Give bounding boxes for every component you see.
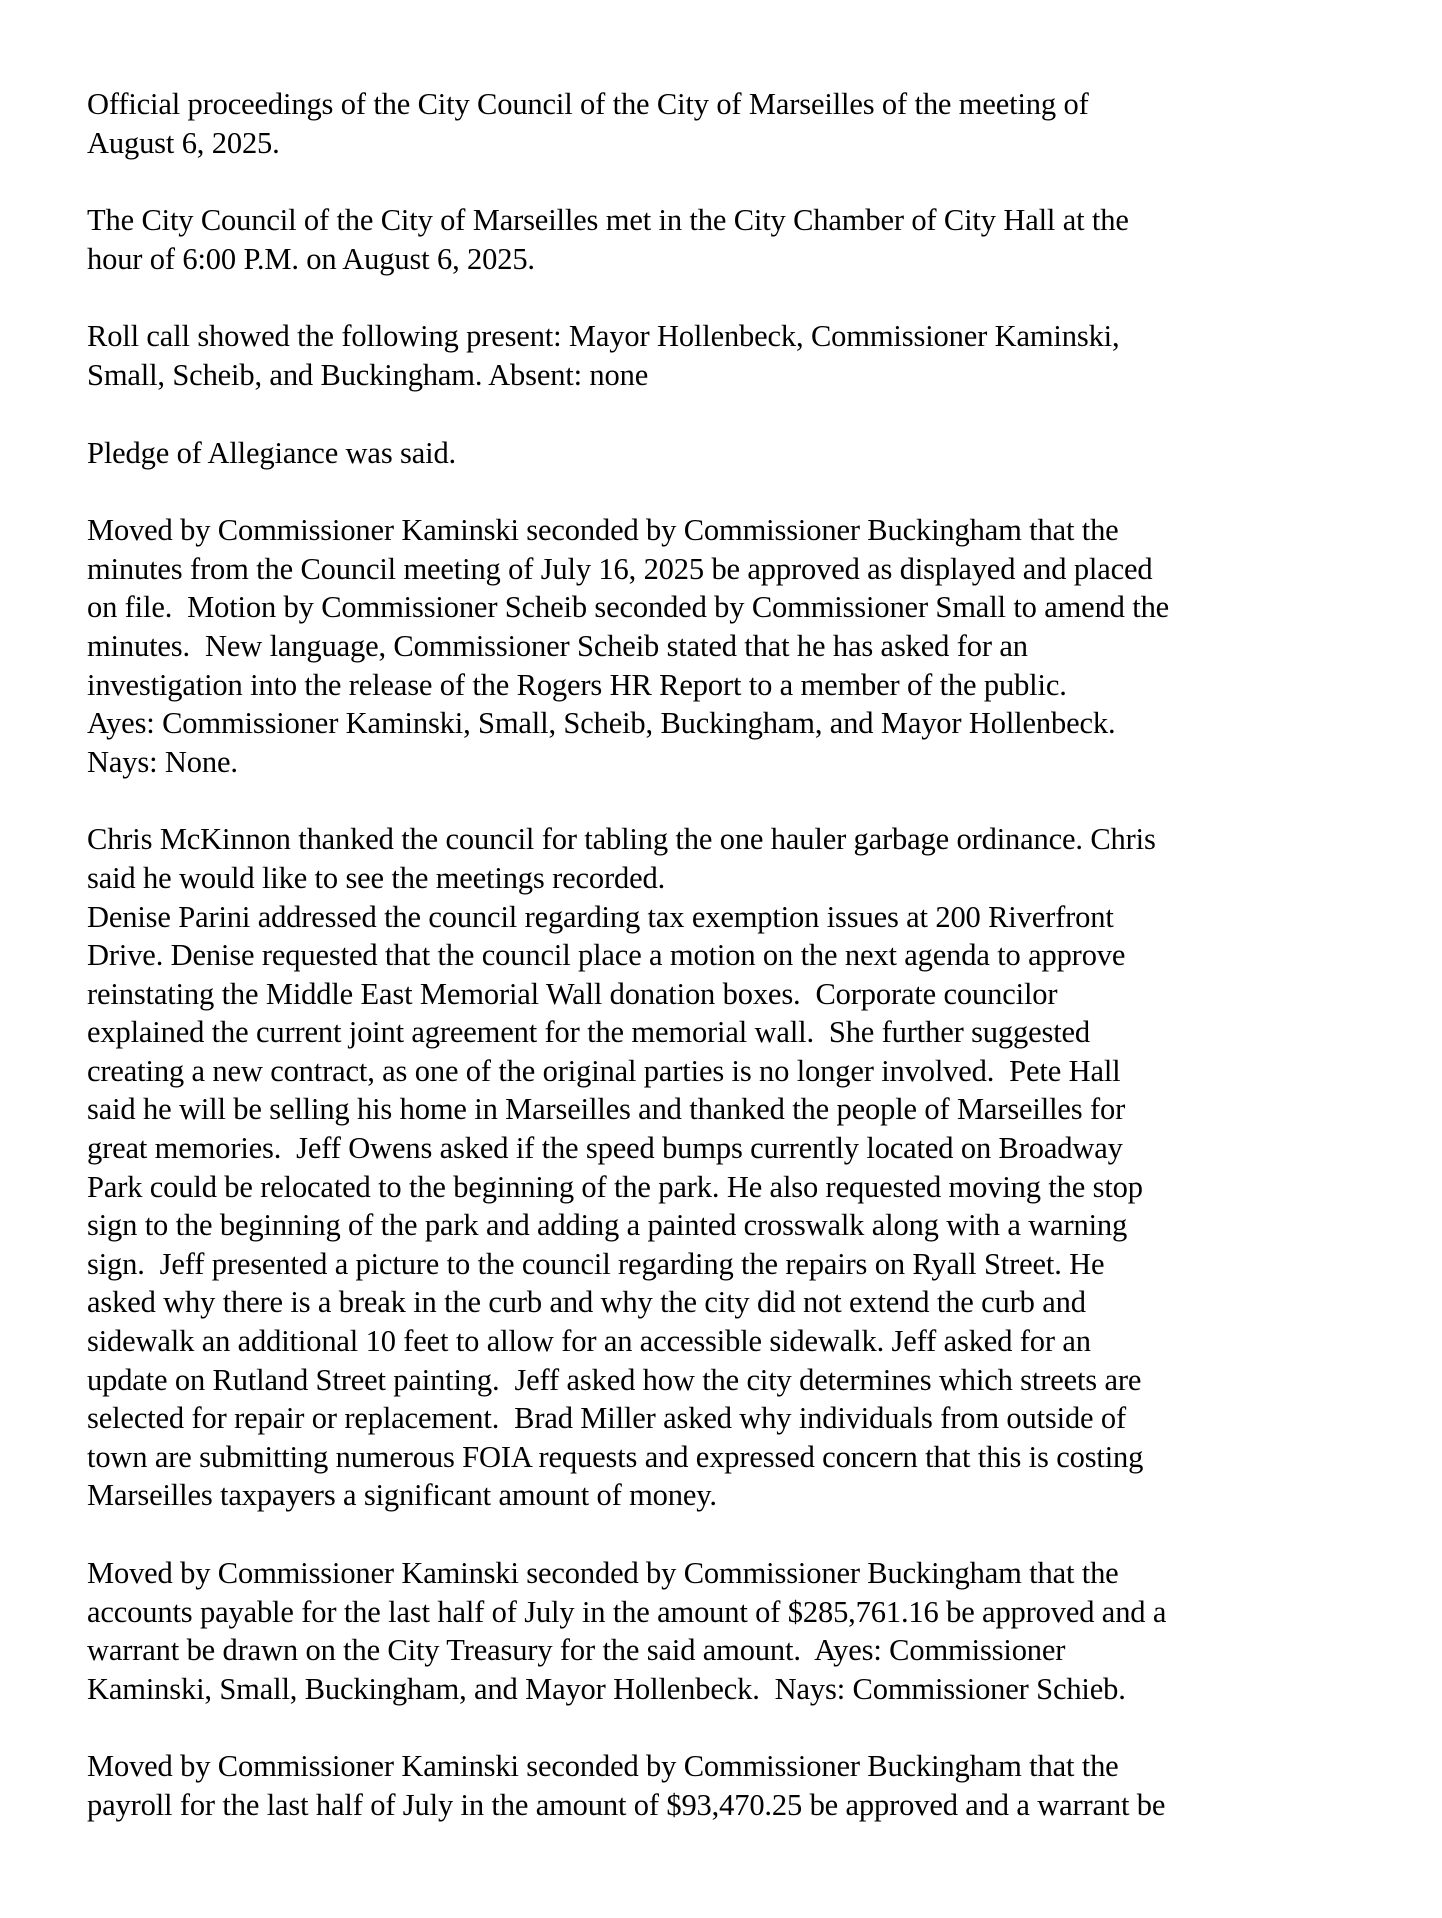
text-line: minutes from the Council meeting of July 16, 2025 be approved as displayed and placed <box>87 551 1153 586</box>
text-line: selected for repair or replacement. Brad Miller asked why individuals from outside of <box>87 1401 1127 1436</box>
text-line: explained the current joint agreement for the memorial wall. She further suggested <box>87 1015 1091 1050</box>
text-line: Small, Scheib, and Buckingham. Absent: none <box>87 357 649 392</box>
text-line: sidewalk an additional 10 feet to allow for an accessible sidewalk. Jeff asked for an <box>87 1324 1091 1359</box>
text-line: Chris McKinnon thanked the council for tabling the one hauler garbage ordinance. Chris <box>87 822 1156 857</box>
text-line: investigation into the release of the Rogers HR Report to a member of the public. <box>87 667 1067 702</box>
text-line: Denise Parini addressed the council regarding tax exemption issues at 200 Riverfront <box>87 899 1114 934</box>
text-line: Marseilles taxpayers a significant amount of money. <box>87 1478 717 1513</box>
paragraph-public-comment-1 <box>87 820 1417 897</box>
text-line: great memories. Jeff Owens asked if the speed bumps currently located on Broadway <box>87 1131 1123 1166</box>
text-line: Drive. Denise requested that the council place a motion on the next agenda to approve <box>87 938 1126 973</box>
paragraph-payroll <box>87 1747 1417 1824</box>
text-line: minutes. New language, Commissioner Scheib stated that he has asked for an <box>87 628 1028 663</box>
text-line: asked why there is a break in the curb and why the city did not extend the curb and <box>87 1285 1086 1320</box>
text-line: said he would like to see the meetings recorded. <box>87 860 666 895</box>
text-line: on file. Motion by Commissioner Scheib seconded by Commissioner Small to amend the <box>87 590 1170 625</box>
text-line: said he will be selling his home in Marseilles and thanked the people of Marseilles for <box>87 1092 1126 1127</box>
text-line: hour of 6:00 P.M. on August 6, 2025. <box>87 241 535 276</box>
text-line: Ayes: Commissioner Kaminski, Small, Scheib, Buckingham, and Mayor Hollenbeck. <box>87 706 1116 741</box>
text-line: Roll call showed the following present: Mayor Hollenbeck, Commissioner Kaminski, <box>87 319 1120 354</box>
text-line: Moved by Commissioner Kaminski seconded by Commissioner Buckingham that the <box>87 1749 1119 1784</box>
paragraph-accounts-payable <box>87 1554 1417 1708</box>
text-line: creating a new contract, as one of the original parties is no longer involved. Pete Hall <box>87 1053 1121 1088</box>
text-line: Moved by Commissioner Kaminski seconded by Commissioner Buckingham that the <box>87 1556 1119 1590</box>
paragraph-public-comment-2 <box>87 898 1417 1516</box>
text-line: sign. Jeff presented a picture to the council regarding the repairs on Ryall Street. He <box>87 1246 1105 1281</box>
paragraph-pledge <box>87 434 1417 473</box>
text-line: August 6, 2025. <box>87 125 280 160</box>
text-line: Park could be relocated to the beginning of the park. He also requested moving the stop <box>87 1169 1143 1204</box>
text-line: Moved by Commissioner Kaminski seconded by Commissioner Buckingham that the <box>87 513 1119 548</box>
text-line: accounts payable for the last half of July in the amount of $285,761.16 be approved and a <box>87 1594 1167 1629</box>
text-line: update on Rutland Street painting. Jeff asked how the city determines which streets are <box>87 1362 1142 1397</box>
document-page <box>87 85 1417 1864</box>
paragraph-heading <box>87 85 1417 162</box>
text-line: reinstating the Middle East Memorial Wall donation boxes. Corporate councilor <box>87 976 1058 1011</box>
text-line: The City Council of the City of Marseilles met in the City Chamber of City Hall at the <box>87 203 1129 238</box>
text-line: warrant be drawn on the City Treasury for the said amount. Ayes: Commissioner <box>87 1633 1066 1668</box>
text-line: Pledge of Allegiance was said. <box>87 435 457 470</box>
paragraph-minutes-approval <box>87 511 1417 781</box>
text-line: town are submitting numerous FOIA requests and expressed concern that this is costing <box>87 1439 1144 1474</box>
text-line: Nays: None. <box>87 744 238 779</box>
text-line: Kaminski, Small, Buckingham, and Mayor Hollenbeck. Nays: Commissioner Schieb. <box>87 1671 1126 1706</box>
paragraph-roll-call <box>87 317 1417 394</box>
paragraph-meeting-time <box>87 201 1417 278</box>
text-line: sign to the beginning of the park and adding a painted crosswalk along with a warning <box>87 1208 1128 1243</box>
text-line: Official proceedings of the City Council of the City of Marseilles of the meeting of <box>87 87 1089 121</box>
text-line: payroll for the last half of July in the amount of $93,470.25 be approved and a warrant be <box>87 1787 1166 1822</box>
